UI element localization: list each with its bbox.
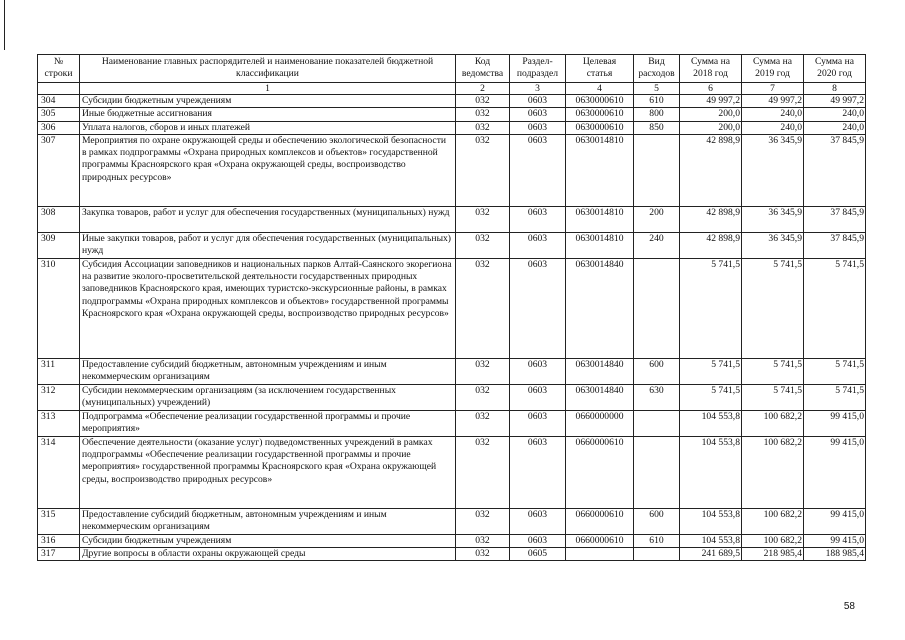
row-sum-2020: 49 997,2 (804, 95, 866, 108)
table-row (38, 508, 866, 534)
row-sum-2018: 200,0 (680, 108, 742, 121)
row-sum-2019: 100 682,2 (742, 436, 804, 508)
row-sum-2019: 36 345,9 (742, 206, 804, 232)
row-sum-2020: 99 415,0 (804, 508, 866, 534)
row-name: Другие вопросы в области охраны окружающей среды (80, 548, 456, 561)
row-name: Предоставление субсидий бюджетным, автономным учреждениям и иным некоммерческим организациям (80, 358, 456, 384)
row-sum-2018: 200,0 (680, 121, 742, 134)
row-sum-2019: 5 741,5 (742, 258, 804, 358)
row-sum-2018: 5 741,5 (680, 384, 742, 410)
row-sum-2019: 100 682,2 (742, 534, 804, 547)
row-name: Иные бюджетные ассигнования (80, 108, 456, 121)
column-number: 7 (742, 83, 804, 95)
row-section: 0603 (510, 410, 566, 436)
row-target: 0660000610 (566, 534, 634, 547)
row-dept: 032 (456, 232, 510, 258)
row-sum-2018: 5 741,5 (680, 358, 742, 384)
row-section: 0603 (510, 232, 566, 258)
row-sum-2019: 36 345,9 (742, 134, 804, 206)
row-type (634, 548, 680, 561)
row-name: Субсидия Ассоциации заповедников и национальных парков Алтай-Саянского экорегиона на развитие эколого-просветительской деятельности государственных природных заповедников Красноярского края, имеющих туристско-экскурсионные районы, в рамках подпрограммы «Охрана природных комплексов и объектов» государственной программы Красноярского края «Охрана окружающей среды, воспроизводство природных ресурсов» (80, 258, 456, 358)
row-dept: 032 (456, 134, 510, 206)
row-no: 305 (38, 108, 80, 121)
row-name: Субсидии некоммерческим организациям (за исключением государственных (муниципальных) учреждений) (80, 384, 456, 410)
row-type (634, 436, 680, 508)
row-sum-2019: 218 985,4 (742, 548, 804, 561)
row-section: 0603 (510, 534, 566, 547)
row-no: 304 (38, 95, 80, 108)
header-section: Раздел-подраздел (510, 55, 566, 83)
row-no: 314 (38, 436, 80, 508)
row-sum-2020: 5 741,5 (804, 384, 866, 410)
row-section: 0603 (510, 206, 566, 232)
row-sum-2018: 42 898,9 (680, 232, 742, 258)
row-sum-2018: 5 741,5 (680, 258, 742, 358)
row-section: 0603 (510, 121, 566, 134)
table-row (38, 384, 866, 410)
table-row (38, 358, 866, 384)
table-row (38, 548, 866, 561)
header-target: Целевая статья (566, 55, 634, 83)
row-section: 0603 (510, 108, 566, 121)
row-section: 0603 (510, 508, 566, 534)
row-dept: 032 (456, 206, 510, 232)
row-target: 0630014810 (566, 232, 634, 258)
row-sum-2020: 37 845,9 (804, 134, 866, 206)
row-dept: 032 (456, 384, 510, 410)
row-name: Субсидии бюджетным учреждениям (80, 95, 456, 108)
row-dept: 032 (456, 95, 510, 108)
row-name: Мероприятия по охране окружающей среды и обеспечению экологической безопасности в рамках подпрограммы «Охрана природных комплексов и объектов» государственной программы Красноярского края «Охрана окружающей среды, воспроизводство природных ресурсов» (80, 134, 456, 206)
row-sum-2018: 104 553,8 (680, 508, 742, 534)
row-dept: 032 (456, 534, 510, 547)
row-no: 307 (38, 134, 80, 206)
row-target: 0630014810 (566, 206, 634, 232)
table-row (38, 436, 866, 508)
row-dept: 032 (456, 410, 510, 436)
row-sum-2019: 100 682,2 (742, 410, 804, 436)
row-sum-2019: 5 741,5 (742, 384, 804, 410)
column-number: 5 (634, 83, 680, 95)
row-sum-2018: 42 898,9 (680, 134, 742, 206)
header-sum-2020: Сумма на 2020 год (804, 55, 866, 83)
column-number: 3 (510, 83, 566, 95)
row-name: Иные закупки товаров, работ и услуг для обеспечения государственных (муниципальных) нужд (80, 232, 456, 258)
row-sum-2018: 42 898,9 (680, 206, 742, 232)
row-section: 0603 (510, 95, 566, 108)
row-dept: 032 (456, 548, 510, 561)
table-row (38, 108, 866, 121)
row-type: 610 (634, 534, 680, 547)
row-name: Обеспечение деятельности (оказание услуг) подведомственных учреждений в рамках подпрограммы «Обеспечение реализации государственной программы и прочие мероприятия» государственной программы Красноярского края «Охрана окружающей среды, воспроизводство природных ресурсов» (80, 436, 456, 508)
row-type: 850 (634, 121, 680, 134)
row-no: 312 (38, 384, 80, 410)
row-section: 0605 (510, 548, 566, 561)
row-type: 240 (634, 232, 680, 258)
row-section: 0603 (510, 436, 566, 508)
row-sum-2020: 99 415,0 (804, 410, 866, 436)
table-header-row (38, 55, 866, 83)
row-name: Подпрограмма «Обеспечение реализации государственной программы и прочие мероприятия» (80, 410, 456, 436)
budget-table (37, 54, 866, 561)
header-sum-2019: Сумма на 2019 год (742, 55, 804, 83)
table-row (38, 121, 866, 134)
header-exp-type: Вид расходов (634, 55, 680, 83)
row-no: 308 (38, 206, 80, 232)
row-no: 315 (38, 508, 80, 534)
column-number: 8 (804, 83, 866, 95)
row-sum-2019: 240,0 (742, 108, 804, 121)
row-target: 0660000610 (566, 508, 634, 534)
row-name: Субсидии бюджетным учреждениям (80, 534, 456, 547)
table-row (38, 95, 866, 108)
column-number: 6 (680, 83, 742, 95)
row-dept: 032 (456, 121, 510, 134)
row-target (566, 548, 634, 561)
row-section: 0603 (510, 358, 566, 384)
row-sum-2018: 241 689,5 (680, 548, 742, 561)
row-sum-2020: 240,0 (804, 108, 866, 121)
row-section: 0603 (510, 134, 566, 206)
row-sum-2019: 49 997,2 (742, 95, 804, 108)
row-type: 600 (634, 358, 680, 384)
row-sum-2020: 37 845,9 (804, 232, 866, 258)
row-sum-2020: 99 415,0 (804, 534, 866, 547)
row-type: 800 (634, 108, 680, 121)
binding-line (4, 0, 5, 50)
row-type (634, 258, 680, 358)
column-number: 2 (456, 83, 510, 95)
row-no: 309 (38, 232, 80, 258)
row-type: 630 (634, 384, 680, 410)
row-sum-2020: 5 741,5 (804, 258, 866, 358)
table-row (38, 410, 866, 436)
column-number (38, 83, 80, 95)
row-name: Закупка товаров, работ и услуг для обеспечения государственных (муниципальных) нужд (80, 206, 456, 232)
row-section: 0603 (510, 258, 566, 358)
row-dept: 032 (456, 358, 510, 384)
row-target: 0630014840 (566, 358, 634, 384)
row-dept: 032 (456, 108, 510, 121)
row-sum-2019: 100 682,2 (742, 508, 804, 534)
row-type: 610 (634, 95, 680, 108)
row-dept: 032 (456, 508, 510, 534)
row-target: 0630000610 (566, 95, 634, 108)
row-no: 313 (38, 410, 80, 436)
table-row (38, 232, 866, 258)
row-sum-2020: 99 415,0 (804, 436, 866, 508)
row-no: 316 (38, 534, 80, 547)
header-row-no: № строки (38, 55, 80, 83)
row-no: 317 (38, 548, 80, 561)
header-dept-code: Код ведомства (456, 55, 510, 83)
row-sum-2019: 240,0 (742, 121, 804, 134)
row-name: Уплата налогов, сборов и иных платежей (80, 121, 456, 134)
row-sum-2020: 5 741,5 (804, 358, 866, 384)
row-target: 0660000610 (566, 436, 634, 508)
table-row (38, 206, 866, 232)
row-type: 200 (634, 206, 680, 232)
row-sum-2018: 49 997,2 (680, 95, 742, 108)
row-sum-2018: 104 553,8 (680, 410, 742, 436)
row-target: 0630014840 (566, 384, 634, 410)
row-target: 0630000610 (566, 108, 634, 121)
row-target: 0660000000 (566, 410, 634, 436)
row-sum-2019: 36 345,9 (742, 232, 804, 258)
row-type (634, 410, 680, 436)
header-name: Наименование главных распорядителей и наименование показателей бюджетной классификации (80, 55, 456, 83)
row-sum-2018: 104 553,8 (680, 436, 742, 508)
column-number-row (38, 83, 866, 95)
row-type: 600 (634, 508, 680, 534)
row-section: 0603 (510, 384, 566, 410)
row-sum-2019: 5 741,5 (742, 358, 804, 384)
row-no: 306 (38, 121, 80, 134)
header-sum-2018: Сумма на 2018 год (680, 55, 742, 83)
row-target: 0630014810 (566, 134, 634, 206)
table-row (38, 258, 866, 358)
table-row (38, 534, 866, 547)
row-type (634, 134, 680, 206)
row-name: Предоставление субсидий бюджетным, автономным учреждениям и иным некоммерческим организациям (80, 508, 456, 534)
row-sum-2020: 37 845,9 (804, 206, 866, 232)
row-no: 311 (38, 358, 80, 384)
row-no: 310 (38, 258, 80, 358)
column-number: 1 (80, 83, 456, 95)
row-sum-2018: 104 553,8 (680, 534, 742, 547)
row-target: 0630014840 (566, 258, 634, 358)
budget-table-container (37, 54, 866, 561)
table-row (38, 134, 866, 206)
row-dept: 032 (456, 258, 510, 358)
page-number: 58 (843, 601, 855, 612)
row-sum-2020: 188 985,4 (804, 548, 866, 561)
column-number: 4 (566, 83, 634, 95)
row-sum-2020: 240,0 (804, 121, 866, 134)
row-dept: 032 (456, 436, 510, 508)
row-target: 0630000610 (566, 121, 634, 134)
